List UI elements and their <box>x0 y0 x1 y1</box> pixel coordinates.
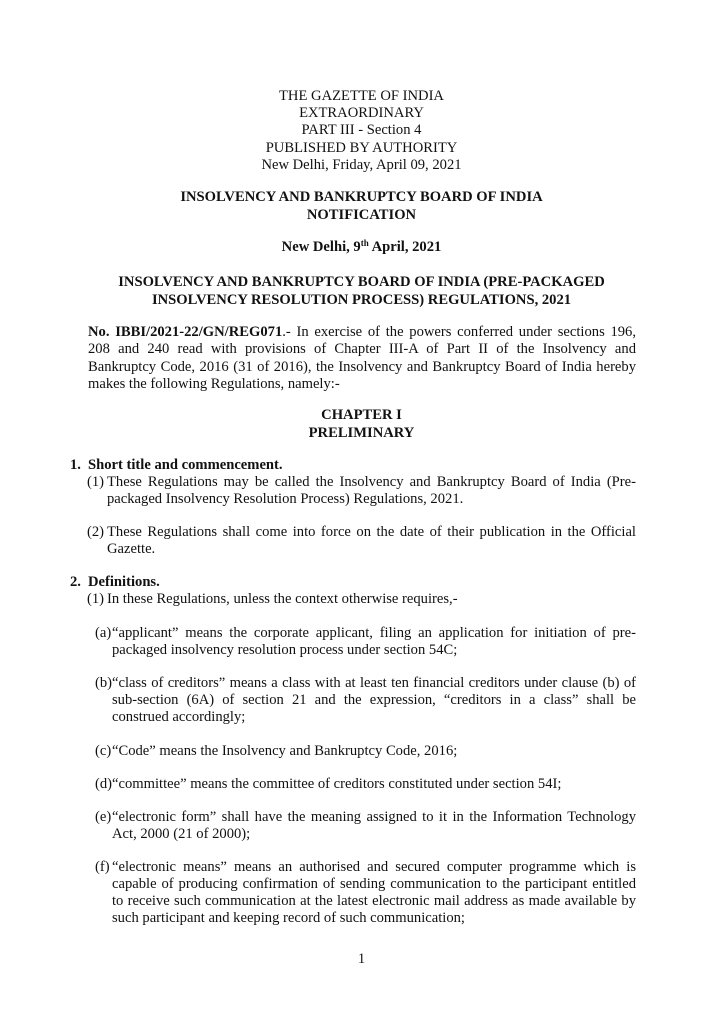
section-heading <box>70 574 160 591</box>
page-number: 1 <box>357 951 366 967</box>
definition-text: “electronic form” shall have the meaning assigned to it in the Information Technology Act, 2000 (21 of 2000); <box>112 809 636 842</box>
definition-item <box>95 776 636 793</box>
regulation-title <box>0 273 723 309</box>
issuer-block <box>0 188 723 224</box>
clause-label: (1) <box>87 474 105 490</box>
regulation-title-line-2: INSOLVENCY RESOLUTION PROCESS) REGULATIONS, 2021 <box>151 292 572 308</box>
regulation-title-line-1: INSOLVENCY AND BANKRUPTCY BOARD OF INDIA (PRE-PACKAGED <box>118 274 605 290</box>
section-heading <box>70 457 283 474</box>
definition-label: (b) <box>95 675 113 691</box>
section-title: Short title and commencement. <box>88 457 283 473</box>
definition-item <box>95 625 636 659</box>
definition-label: (a) <box>95 625 112 641</box>
masthead-extraordinary: EXTRAORDINARY <box>299 105 424 122</box>
definition-text: “Code” means the Insolvency and Bankruptcy Code, 2016; <box>112 743 458 759</box>
definition-label: (e) <box>95 809 112 825</box>
dateline-ordinal: th <box>360 238 369 248</box>
definition-label: (f) <box>95 859 110 875</box>
preamble-text: .- In exercise of the powers conferred under sections 196, 208 and 240 read with provisions of Chapter III-A of Part II of the Insolvency and Bankruptcy Code, 2016 (31 of 2016), the Insolvency and Bankruptcy Board of India hereby makes the following Regulations, namely:- <box>88 324 637 392</box>
definition-text: “applicant” means the corporate applicant, filing an application for initiation of pre-packaged insolvency resolution process under section 54C; <box>112 625 636 658</box>
definition-item <box>95 859 636 927</box>
definition-text: “electronic means” means an authorised and secured computer programme which is capable of producing confirmation of sending communication to the participant entitled to receive such communication at the latest electronic mail address as made available by such participant and keeping record of such communication; <box>112 859 636 926</box>
clause-item <box>87 524 636 558</box>
clause-text: In these Regulations, unless the context otherwise requires,- <box>107 591 458 607</box>
definition-label: (c) <box>95 743 112 759</box>
clause-item <box>87 591 636 608</box>
definition-item <box>95 743 636 760</box>
definition-label: (d) <box>95 776 113 792</box>
definition-item <box>95 675 636 726</box>
notification-number: No. IBBI/2021-22/GN/REG071 <box>88 324 283 340</box>
chapter-heading <box>0 406 723 442</box>
clause-text: These Regulations may be called the Insolvency and Bankruptcy Board of India (Pre-packaged Insolvency Resolution Process) Regulations, 2021. <box>107 474 636 507</box>
issuer-name: INSOLVENCY AND BANKRUPTCY BOARD OF INDIA <box>180 189 543 205</box>
dateline-prefix: New Delhi, 9 <box>281 239 361 255</box>
masthead-part: PART III - Section 4 <box>301 122 422 139</box>
clause-text: These Regulations shall come into force on the date of their publication in the Official Gazette. <box>107 524 636 557</box>
chapter-title: PRELIMINARY <box>308 425 415 441</box>
definition-text: “class of creditors” means a class with at least ten financial creditors under clause (b) of sub-section (6A) of section 21 and the expression, “creditors in a class” shall be construed accordingly; <box>112 675 636 725</box>
masthead-date: New Delhi, Friday, April 09, 2021 <box>261 156 462 173</box>
section-number: 2. <box>70 574 81 590</box>
section-number: 1. <box>70 457 81 473</box>
definition-text: “committee” means the committee of creditors constituted under section 54I; <box>112 776 562 792</box>
chapter-number: CHAPTER I <box>321 407 402 423</box>
clause-item <box>87 474 636 508</box>
clause-label: (2) <box>87 524 105 540</box>
dateline-suffix: April, 2021 <box>368 239 442 255</box>
dateline <box>0 239 723 256</box>
clause-label: (1) <box>87 591 105 607</box>
definition-item <box>95 809 636 843</box>
section-title: Definitions. <box>88 574 160 590</box>
gazette-masthead <box>0 88 723 174</box>
masthead-title: THE GAZETTE OF INDIA <box>279 88 444 104</box>
preamble-paragraph <box>88 324 636 393</box>
masthead-authority: PUBLISHED BY AUTHORITY <box>265 139 458 156</box>
notification-label: NOTIFICATION <box>306 207 417 223</box>
